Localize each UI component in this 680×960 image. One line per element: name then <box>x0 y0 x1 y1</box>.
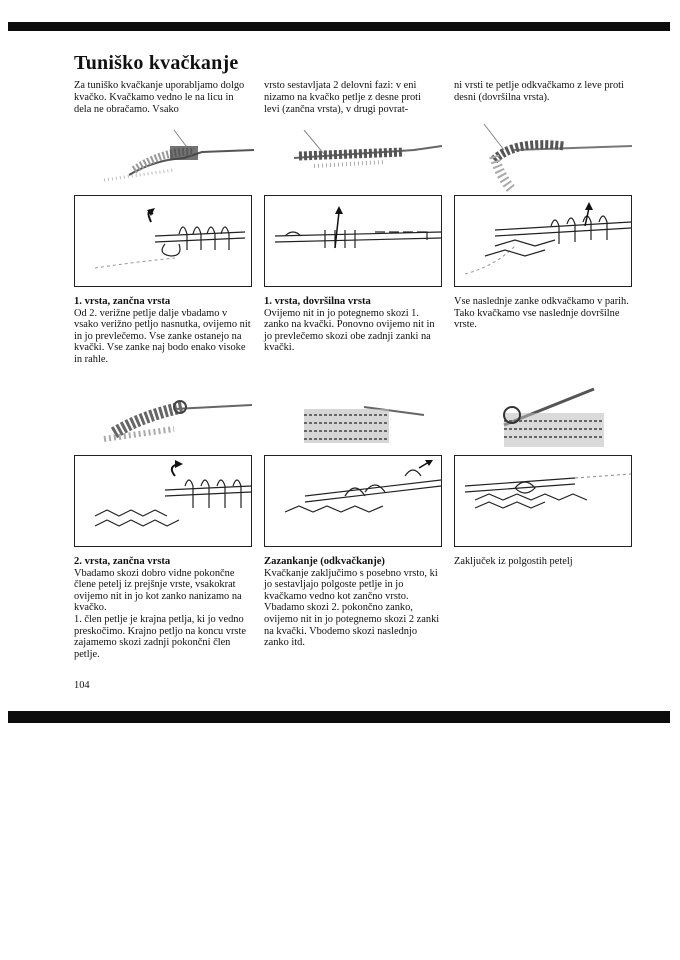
caption-1 <box>74 296 252 366</box>
diagram-2 <box>264 195 442 287</box>
top-bar <box>8 22 670 31</box>
page-number: 104 <box>74 680 90 691</box>
caption-1-text: Od 2. verižne petlje dalje vbadamo v vsako verižno petljo nasnutka, ovijemo nit in jo prevlečemo. Vse zanke ostanejo na kvački. Vse zanke naj bodo enako visoke in rahle. <box>74 307 251 365</box>
photo-crochet-5 <box>264 385 444 453</box>
caption-4-heading: 2. vrsta, zančna vrsta <box>74 556 171 567</box>
caption-5 <box>264 556 442 649</box>
caption-6 <box>454 556 632 568</box>
intro-col-3: ni vrsti te petlje odkvačkamo z leve proti desni (dovršilna vrsta). <box>454 80 624 103</box>
caption-3 <box>454 296 632 331</box>
page-title: Tuniško kvačkanje <box>74 52 239 74</box>
caption-6-text: Zaključek iz polgostih petelj <box>454 556 573 567</box>
photo-crochet-3 <box>454 120 634 192</box>
diagram-5 <box>264 455 442 547</box>
caption-1-heading: 1. vrsta, zančna vrsta <box>74 296 171 307</box>
diagram-4 <box>74 455 252 547</box>
caption-5-heading: Zazankanje (odkvačkanje) <box>264 556 385 567</box>
diagram-6 <box>454 455 632 547</box>
photo-crochet-6 <box>454 385 634 453</box>
caption-5-text: Kvačkanje zaključimo s posebno vrsto, ki jo sestavljajo polgoste petlje in jo kvačkamo vedno kot zančno vrsto. Vbadamo skozi 2. pokončno zanko, ovijemo nit in jo potegnemo skozi 2 zanki na kvački. Vbodemo skozi naslednjo zanko itd. <box>264 567 440 649</box>
photo-crochet-2 <box>264 120 444 192</box>
caption-4 <box>74 556 252 660</box>
diagram-1 <box>74 195 252 287</box>
bottom-bar <box>8 711 670 723</box>
caption-2-heading: 1. vrsta, dovršilna vrsta <box>264 296 371 307</box>
photo-crochet-4 <box>74 385 254 453</box>
caption-2-text: Ovijemo nit in jo potegnemo skozi 1. zanko na kvački. Ponovno ovijemo nit in jo prevlečemo skozi obe zadnji zanki na kvački. <box>264 307 435 354</box>
caption-2 <box>264 296 442 354</box>
photo-crochet-1 <box>74 120 254 192</box>
caption-3-text: Vse naslednje zanke odkvačkamo v parih. Tako kvačkamo vse naslednje dovršilne vrste. <box>454 296 629 331</box>
caption-4-text: Vbadamo skozi dobro vidne pokončne člene petelj iz prejšnje vrste, vsakokrat ovijemo nit in jo kot zanko nanizamo na kvačko. 1. člen petlje je krajna petlja, ki jo vedno preskočimo. Krajno petljo na koncu vrste zajamemo skozi zadnji pokončni člen petlje. <box>74 567 246 660</box>
intro-col-1: Za tuniško kvačkanje uporabljamo dolgo kvačko. Kvačkamo vedno le na licu in dela ne obračamo. Vsako <box>74 80 245 115</box>
intro-col-2: vrsto sestavljata 2 delovni fazi: v eni nizamo na kvačko petlje z desne proti levi (zančna vrsta), v drugi povrat- <box>264 80 421 115</box>
diagram-3 <box>454 195 632 287</box>
